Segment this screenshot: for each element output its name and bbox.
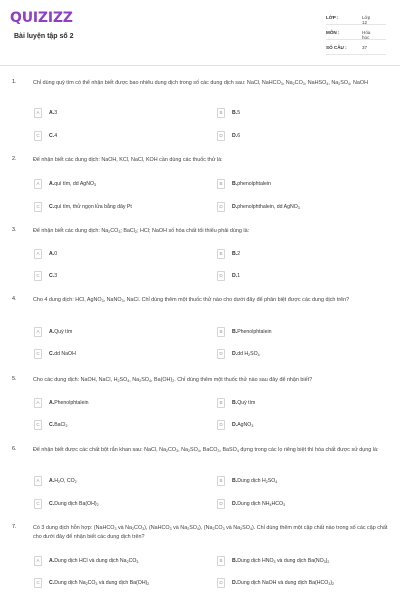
option-letter-box: C xyxy=(34,131,42,141)
option-letter-box: D xyxy=(217,499,225,509)
meta-key: SỐ CÂU : xyxy=(326,45,347,50)
worksheet-header xyxy=(0,0,400,66)
question-number: 3. xyxy=(12,227,17,233)
option-a[interactable] xyxy=(34,556,209,566)
option-b[interactable] xyxy=(217,476,377,486)
option-letter-box: C xyxy=(34,420,42,430)
option-text: D.AgNO$_3$ xyxy=(232,422,254,428)
option-letter-box: A xyxy=(34,556,42,566)
option-letter-box: B xyxy=(217,108,225,118)
question-text: Để nhận biết các dung dịch: NaOH, KCl, NaCl, KOH cần dùng các thuốc thử là: xyxy=(33,157,223,163)
option-b[interactable] xyxy=(217,179,377,189)
option-b[interactable] xyxy=(217,556,392,566)
option-letter-box: C xyxy=(34,202,42,212)
option-text: B.Quỳ tím xyxy=(232,400,256,406)
option-letter-box: A xyxy=(34,398,42,408)
option-text: A.Phenolphtalein xyxy=(49,400,89,406)
option-b[interactable] xyxy=(217,398,367,408)
option-c[interactable] xyxy=(34,578,209,588)
meta-value: 37 xyxy=(362,45,368,50)
option-letter-box: D xyxy=(217,578,225,588)
question-number: 7. xyxy=(12,524,17,530)
option-text: D.phenolphthalein, dd AgNO$_3$ xyxy=(232,204,300,210)
question-number: 1. xyxy=(12,79,17,85)
option-letter-box: B xyxy=(217,398,225,408)
question-number: 4. xyxy=(12,296,17,302)
worksheet-title: Bài luyện tập số 2 xyxy=(14,33,74,40)
option-text: A.3 xyxy=(49,110,58,116)
option-letter-box: D xyxy=(217,202,225,212)
option-letter-box: A xyxy=(34,249,42,259)
option-b[interactable] xyxy=(217,327,367,337)
option-text: D.Dung dịch $NH_4HCO_3$ xyxy=(232,501,286,507)
option-letter-box: A xyxy=(34,476,42,486)
option-d[interactable] xyxy=(217,499,377,509)
option-a[interactable] xyxy=(34,108,184,118)
option-letter-box: A xyxy=(34,327,42,337)
option-text: C.3 xyxy=(49,273,58,279)
option-letter-box: C xyxy=(34,578,42,588)
option-text: D.1 xyxy=(232,273,241,279)
option-b[interactable] xyxy=(217,108,367,118)
option-text: C.Dung dịch $Ba(OH)_2$ xyxy=(49,501,99,507)
option-a[interactable] xyxy=(34,327,184,337)
option-letter-box: A xyxy=(34,108,42,118)
meta-divider xyxy=(326,39,386,40)
option-text: D.Dung dịch NaOH và dung dịch $Ba(HCO_3)_2$ xyxy=(232,580,335,586)
option-letter-box: B xyxy=(217,476,225,486)
quizizz-logo: QUIZIZZ xyxy=(10,10,73,26)
question-text: Chỉ dùng quỳ tím có thể nhận biết được bao nhiêu dung dịch trong số các dung dịch sau: NaCl, NaHCO$_3$, $Na_2CO_3$, NaHSO$_4$, $Na_2SO_4$, NaOH xyxy=(33,80,369,86)
option-letter-box: D xyxy=(217,271,225,281)
question-number: 2. xyxy=(12,156,17,162)
option-d[interactable] xyxy=(217,271,367,281)
meta-divider xyxy=(326,54,386,55)
option-c[interactable] xyxy=(34,499,184,509)
question-number: 5. xyxy=(12,376,17,382)
option-text: D.6 xyxy=(232,133,241,139)
option-text: A.quì tím, dd AgNO$_3$ xyxy=(49,181,96,187)
option-text: B.Dung dịch $H_2SO_4$ xyxy=(232,478,278,484)
option-text: A.Quỳ tím xyxy=(49,329,73,335)
option-c[interactable] xyxy=(34,420,184,430)
question-text: Để nhận biết được các chất bột rắn khan sau: NaCl, $Na_2CO_3$, $Na_2SO_4$, BaCO$_3$, BaSO$_4$ đựng trong các lọ riêng biệt thì hóa chất được sử dụng là: xyxy=(33,447,379,453)
question-number: 6. xyxy=(12,446,17,452)
option-letter-box: C xyxy=(34,349,42,359)
option-c[interactable] xyxy=(34,131,184,141)
option-text: C.BaCl$_2$ xyxy=(49,422,68,428)
option-d[interactable] xyxy=(217,131,367,141)
option-d[interactable] xyxy=(217,202,377,212)
option-c[interactable] xyxy=(34,349,184,359)
option-b[interactable] xyxy=(217,249,367,259)
meta-key: MÔN : xyxy=(326,30,340,35)
option-letter-box: B xyxy=(217,556,225,566)
option-letter-box: D xyxy=(217,349,225,359)
option-a[interactable] xyxy=(34,398,184,408)
option-c[interactable] xyxy=(34,202,184,212)
option-text: C.4 xyxy=(49,133,58,139)
option-text: C.Dung dịch $Na_2CO_3$ và dung dịch $Ba(OH)_2$ xyxy=(49,580,150,586)
meta-divider xyxy=(326,24,386,25)
question-text: Cho các dung dịch: NaOH, NaCl, $H_2SO_4$, $Na_2SO_4$, $Ba(OH)_2$. Chỉ dùng thêm một thuốc thử nào sau đây để nhận biết? xyxy=(33,377,313,383)
option-letter-box: D xyxy=(217,420,225,430)
option-text: D.dd $H_2SO_4$ xyxy=(232,351,260,357)
option-letter-box: B xyxy=(217,249,225,259)
option-a[interactable] xyxy=(34,476,184,486)
option-d[interactable] xyxy=(217,349,367,359)
option-text: $A.H_2O$, $CO_2$ xyxy=(49,478,77,484)
option-letter-box: C xyxy=(34,499,42,509)
option-text: B.5 xyxy=(232,110,241,116)
option-text: C.dd NaOH xyxy=(49,351,76,357)
meta-key: LỚP : xyxy=(326,15,339,20)
option-letter-box: A xyxy=(34,179,42,189)
option-text: C.quì tím, thử ngọn lửa bằng dây Pt xyxy=(49,204,132,210)
question-text: Có 3 dung dịch hỗn hợp: (NaHCO$_3$ và $Na_2CO_3$), (NaHCO$_3$ và $Na_2SO_4$), ($Na_2CO_3$ và $Na_2SO_4$). Chỉ dùng thêm một cặp chất nào trong số các cặp chất cho dưới đây để nhận biết các dung dịch trên? xyxy=(33,525,388,540)
option-text: A.Dung dịch HCl và dung dịch $Na_2CO_3$ xyxy=(49,558,139,564)
option-d[interactable] xyxy=(217,420,367,430)
option-a[interactable] xyxy=(34,179,184,189)
option-a[interactable] xyxy=(34,249,184,259)
question-text: Để nhận biết các dung dịch: $Na_2CO_3$; BaCl$_2$; HCl; NaOH số hóa chất tối thiểu phải dùng là: xyxy=(33,228,250,234)
meta-value: Lớp 12 xyxy=(362,15,371,25)
option-d[interactable] xyxy=(217,578,392,588)
option-letter-box: B xyxy=(217,327,225,337)
option-letter-box: B xyxy=(217,179,225,189)
option-letter-box: C xyxy=(34,271,42,281)
question-text: Cho 4 dung dịch: HCl, AgNO$_3$, NaNO$_3$, NaCl. Chỉ dùng thêm một thuốc thử nào cho dưới đây để phân biệt được các dung dịch trên? xyxy=(33,297,350,303)
option-text: B.Dung dịch $HNO_3$ và dung dịch $Ba(NO_3)_2$ xyxy=(232,558,330,564)
option-text: B.Phenolphtalein xyxy=(232,329,272,335)
meta-value: Hóa học xyxy=(362,30,371,40)
option-letter-box: D xyxy=(217,131,225,141)
option-text: B.phenolphtalein xyxy=(232,181,271,187)
option-c[interactable] xyxy=(34,271,184,281)
option-text: B.2 xyxy=(232,251,241,257)
option-text: A.0 xyxy=(49,251,58,257)
